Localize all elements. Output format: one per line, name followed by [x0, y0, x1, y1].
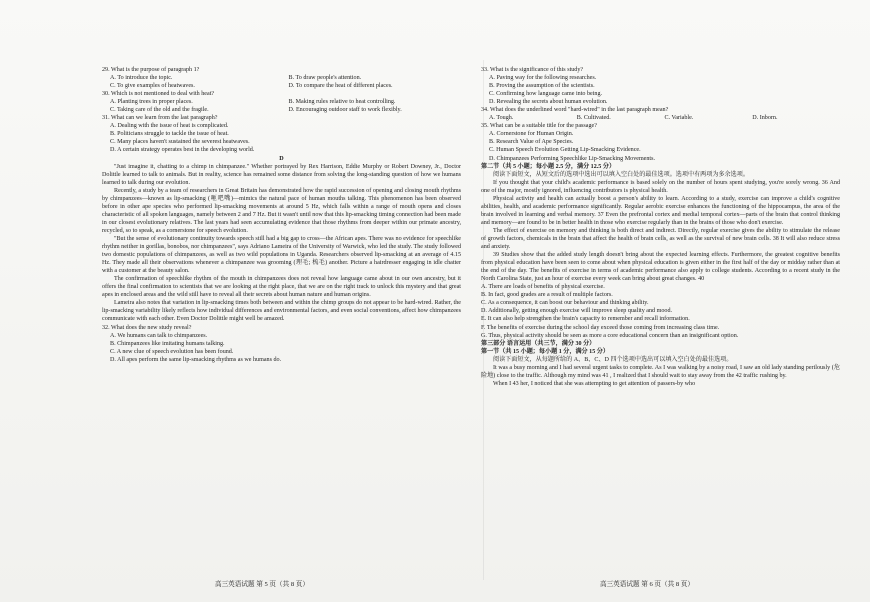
paragraph: The confirmation of speechlike rhythm of the mouth in chimpanzees does not reveal how language came about in our own ancestry, but it offers the final confirmation to scientists that we are looking at the right place, that we are on the right track to unlock this mystery and that great apes in enclosed areas and the wild still have to reveal all their secrets about human nature and human origins. — [102, 276, 461, 299]
option-b: B. Chimpanzees like imitating humans talking. — [110, 340, 225, 347]
option-f: F. The benefits of exercise during the school day exceed those coming from increasing class time. — [481, 324, 720, 331]
question-stem: 32. What does the new study reveal? — [102, 324, 192, 331]
question-33 — [481, 66, 840, 106]
option-b: B. To draw people's attention. — [288, 75, 362, 82]
question-29 — [102, 66, 461, 90]
option-c: C. A new clue of speech evolution has been found. — [110, 348, 234, 355]
question-stem: 35. What can be a suitable title for the passage? — [481, 123, 597, 130]
question-stem: 34. What does the underlined word "hard-wired" in the last paragraph mean? — [481, 107, 669, 114]
part-3-passage — [481, 364, 840, 388]
section-2-header: 第二节（共 5 小题；每小题 2.5 分，满分 12.5 分） — [481, 163, 616, 170]
paragraph: The effect of exercise on memory and thinking is both direct and indirect. Directly, regular exercise gives the ability to stimulate the release of growth factors, chemicals in the brain that affect the health of brain cells, as well as the survival of new brain cells. 38 It will also reduce stress and anxiety. — [481, 227, 840, 251]
option-c: C. To give examples of heatwaves. — [110, 83, 195, 90]
paragraph: "Just imagine it, chatting to a chimp in chimpanzee." Whether portrayed by Rex Harrison, Eddie Murphy or Robert Downey, Jr., Doctor Dolittle learned to talk to animals. But in reality, science has remained some distance from solving the long-standing question of how we humans learned to talk during our evolution. — [102, 163, 461, 186]
page-5 — [102, 66, 461, 586]
question-35 — [481, 122, 840, 162]
option-b: B. Making rules relative to heat controlling. — [288, 99, 396, 106]
option-c: C. Confirming how language came into being. — [489, 91, 603, 98]
page-fold — [483, 60, 484, 580]
option-a: A. We humans can talk to chimpanzees. — [110, 332, 208, 339]
options — [481, 114, 840, 122]
option-c: C. Taking care of the old and the fragile. — [110, 107, 209, 114]
options — [481, 74, 840, 106]
option-b: B. Proving the assumption of the scientists. — [489, 83, 595, 90]
option-d: D. All apes perform the same lip-smacking rhythms as we humans do. — [110, 356, 282, 363]
part-3-header: 第三部分 语言运用（共三节，满分 30 分） — [481, 340, 596, 347]
question-stem: 33. What is the significance of this study? — [481, 67, 584, 73]
option-b: B. In fact, good grades are a result of multiple factors. — [481, 292, 613, 299]
option-a: A. Paving way for the following researches. — [489, 75, 597, 82]
passage-title: D — [279, 155, 284, 162]
option-a: A. Planting trees in proper places. — [110, 99, 193, 106]
option-a: A. Tough. — [489, 115, 514, 122]
option-d: D. Inborn. — [752, 115, 778, 122]
option-b: B. Cultivated. — [576, 115, 611, 122]
paragraph: Physical activity and health can actually boost a person's ability to learn. According to a study, exercise can improve a child's cognitive abilities, health, and academic performance significantly. Regular aerobic exercise enhances the functioning of the hippocampus, the area of the brain involved in learning and verbal memory. 37 Even the prefrontal cortex and medial temporal cortex—parts of the brain that control thinking and memory—are found to be in better health in those who exercise regularly than in the brains of those who don't exercise. — [481, 195, 840, 226]
option-b: B. Politicians struggle to tackle the issue of heat. — [110, 131, 229, 138]
option-g: G. Thus, physical activity should be seen as more a core educational concern than an insignificant option. — [481, 332, 739, 339]
option-d: D. Additionally, getting enough exercise will improve sleep quality and mood. — [481, 308, 673, 315]
option-a: A. Dealing with the issue of heat is complicated. — [110, 123, 229, 130]
option-c: C. As a consequence, it can boost our behaviour and thinking ability. — [481, 300, 649, 307]
options — [102, 332, 461, 364]
paragraph: Recently, a study by a team of researchers in Great Britain has demonstrated how the rapid succession of opening and closing mouth rhythms by chimpanzees—known as lip-smacking (咂吧嘴)—mimics the natural pace of human mouths talking. This phenomenon has been observed before in other ape species who performed lip-smacking movements at around 5 Hz, which falls within a range of mouth opens and closes characteristic of all spoken languages, namely between 2 and 7 Hz. But it wasn't until now that this lip-smacking timing connection had been made in our closest evolutionary relatives. The last years had seen accumulating evidence that those rhythms from deeper within our primate ancestry, recycled, so to speak, as a cornerstone for speech evolution. — [102, 187, 461, 234]
paragraph: "But the sense of evolutionary continuity towards speech still had a big gap to cross—the African apes. There was no evidence for speechlike rhythm neither in gorillas, bonobos, nor chimpanzees", says Adriano Lameira of the University of Warwick, who led the study. The study followed two domestic populations of chimpanzees, as well as two wild populations in Uganda. Researchers observed lip-smacking at an average of 4.15 Hz. They made all their observations whenever a chimpanzee was grooming (理毛; 梳毛) another. Picture a hairdresser engaging in idle chatter with a customer at the beauty salon. — [102, 235, 461, 275]
question-stem: 29. What is the purpose of paragraph 1? — [102, 67, 200, 73]
question-stem: 30. Which is not mentioned to deal with heat? — [102, 91, 215, 98]
paragraph: If you thought that your child's academic performance is based solely on the number of hours spent studying, you're sorely wrong. 36 And one of the major, mostly ignored, influencing contributors is physical health. — [481, 179, 840, 194]
paragraph: Lameira also notes that variation in lip-smacking times both between and within the chimp groups do not appear to be hard-wired. Rather, the lip-smacking variability likely reflects how individual differences and environmental factors, and even social conventions, affect how chimpanzees communicate with each other. Even Doctor Dolittle might well be amazed. — [102, 300, 461, 323]
part-3-instructions: 阅读下面短文，从每题所给的 A、B、C、D 四个选项中选出可以填入空白处的最佳选项。 — [493, 356, 733, 363]
question-34 — [481, 106, 840, 122]
options — [102, 74, 461, 90]
part-3-subheader: 第一节（共 15 小题；每小题 1 分，满分 15 分） — [481, 348, 609, 355]
question-31 — [102, 114, 461, 154]
options — [102, 122, 461, 154]
question-stem: 31. What can we learn from the last paragraph? — [102, 115, 218, 122]
question-32 — [102, 324, 461, 364]
option-d: D. Chimpanzees Performing Speechlike Lip-Smacking Movements. — [489, 155, 656, 162]
section-2-instructions: 阅读下面短文，从短文后的选项中选出可以填入空白处的最佳选项。选项中有两项为多余选项。 — [493, 171, 749, 178]
page-6 — [481, 66, 840, 586]
option-a: A. Cornerstone for Human Origin. — [489, 131, 574, 138]
option-a: A. There are loads of benefits of physical exercise. — [481, 284, 605, 291]
option-a: A. To introduce the topic. — [110, 75, 173, 82]
option-b: B. Research Value of Ape Species. — [489, 139, 574, 146]
paragraph: When I 43 her, I noticed that she was attempting to get attention of passers-by who — [493, 380, 696, 387]
option-e: E. It can also help strengthen the brain's capacity to remember and recall information. — [481, 316, 690, 323]
page-footer-left: 高三英语试题 第 5 页（共 8 页） — [215, 581, 309, 588]
option-c: C. Variable. — [664, 115, 694, 122]
option-d: D. A certain strategy operates best in the developing world. — [110, 147, 255, 154]
option-d: D. Encouraging outdoor staff to work flexibly. — [288, 107, 402, 114]
option-c: C. Human Speech Evolution Getting Lip-Smacking Evidence. — [489, 147, 641, 154]
option-d: D. To compare the heat of different places. — [288, 83, 393, 90]
option-d: D. Revealing the secrets about human evolution. — [489, 99, 608, 106]
paragraph: It was a busy morning and I had several urgent tasks to complete. As I was walking by a noisy road, I saw an old lady standing perilously (危险地) close to the traffic. Although my mind was 41 , I realized that I should wait to stay away from the 42 traffic rushing by. — [481, 364, 840, 379]
section-2-passage — [481, 179, 840, 284]
passage-d — [102, 163, 461, 324]
page-footer-right: 高三英语试题 第 6 页（共 8 页） — [600, 581, 694, 588]
option-c: C. Many places haven't sustained the severest heatwaves. — [110, 139, 250, 146]
options — [481, 130, 840, 162]
section-2-options — [481, 283, 840, 339]
question-30 — [102, 90, 461, 114]
paragraph: 39 Studies show that the added study length doesn't bring about the expected learning effects. Furthermore, the greatest cognitive benefits from physical education have been seen to come about when physical education is given either in the first half of the day or midday rather than at the end of the day. The benefits of exercise in terms of academic performance also apply to college students. According to a recent study in the North Carolina State, just an hour of exercise every week can bring about great changes. 40 — [481, 252, 840, 283]
options — [102, 98, 461, 114]
